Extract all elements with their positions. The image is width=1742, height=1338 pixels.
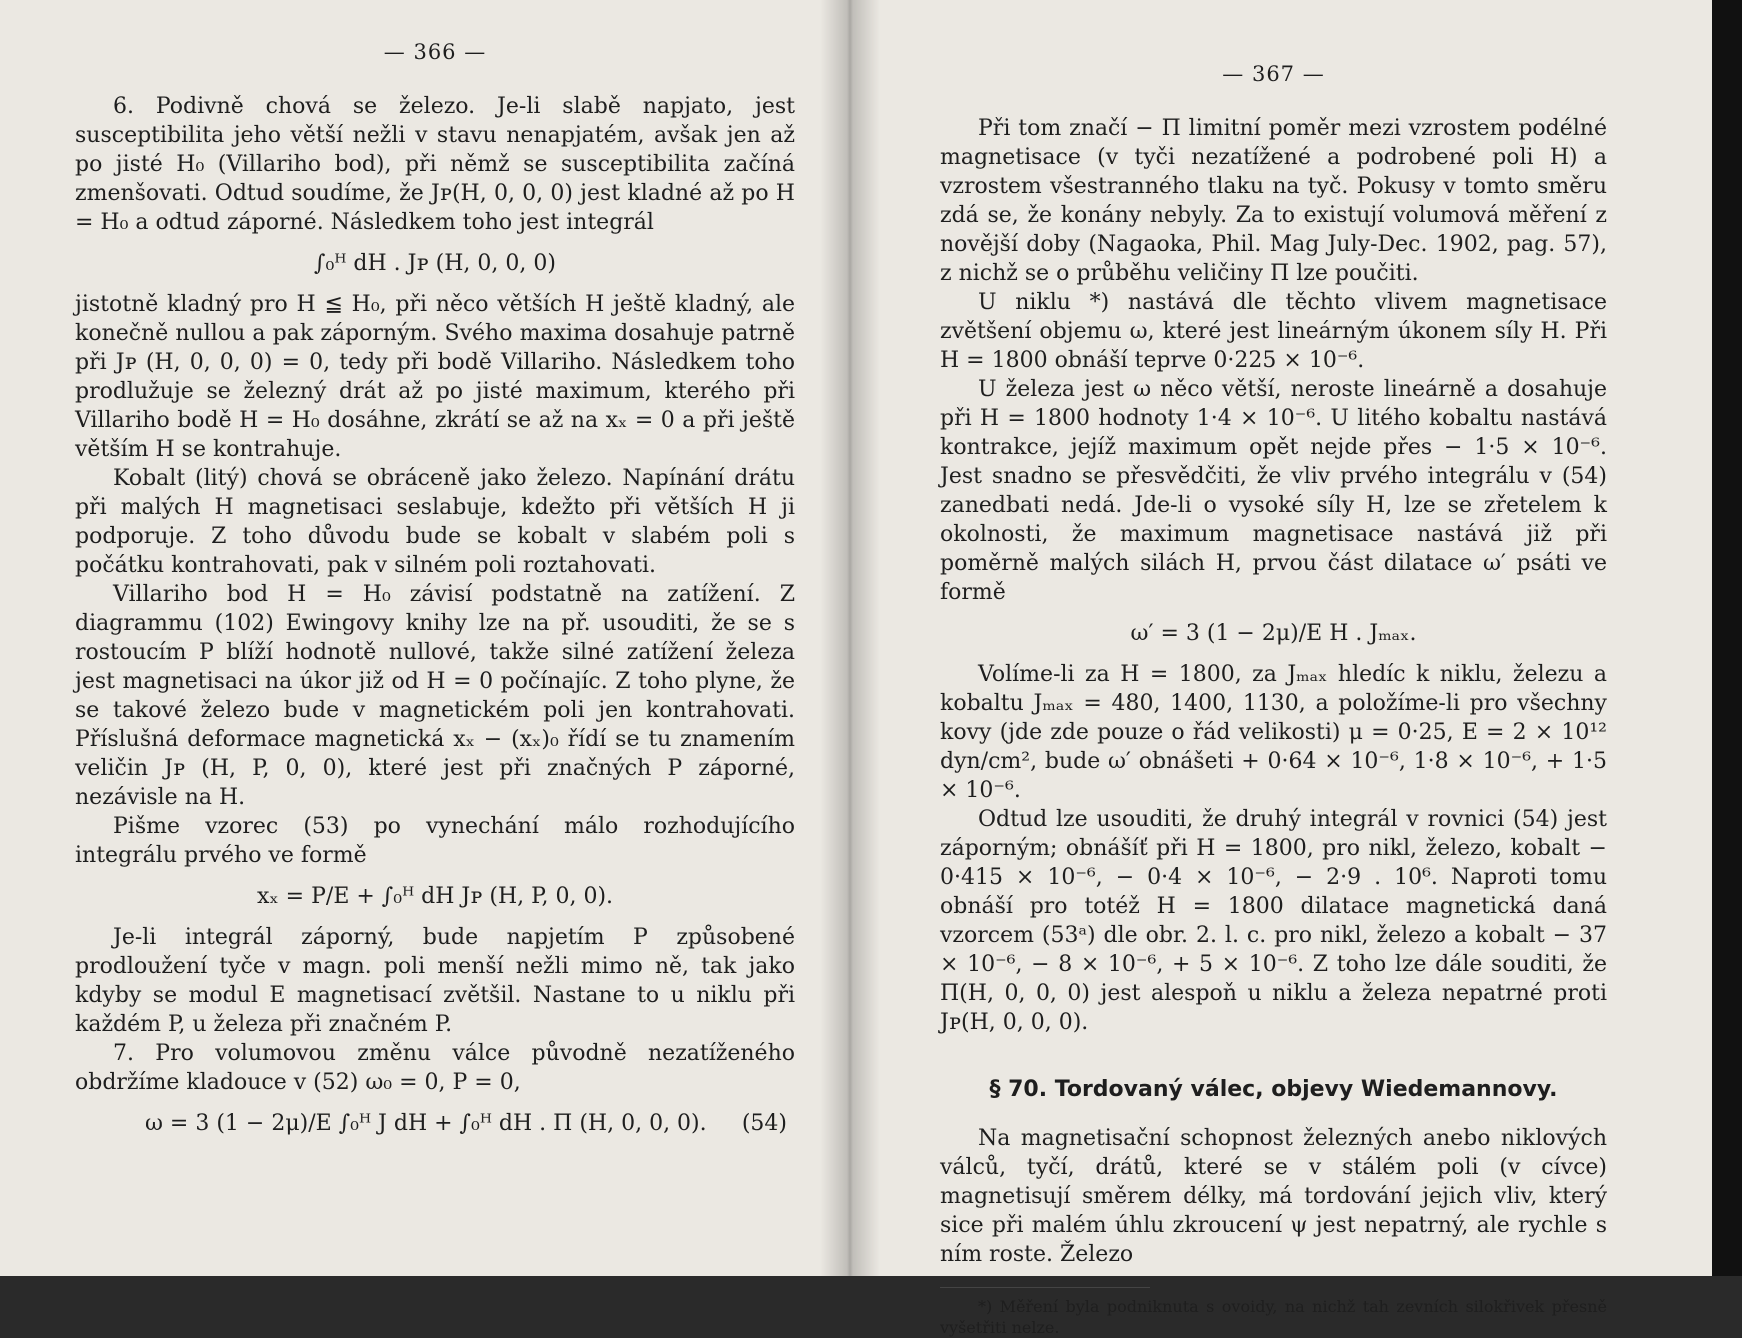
formula-dilatation: ω′ = 3 (1 − 2μ)/E H . Jₘₐₓ. xyxy=(1130,621,1417,646)
paragraph: 7. Pro volumovou změnu válce původně nezatíženého obdržíme kladouce v (52) ω₀ = 0, P = 0, xyxy=(75,1041,795,1095)
page-number-left: — 366 — xyxy=(383,40,487,64)
paragraph: Villariho bod H = H₀ závisí podstatně na zatížení. Z diagrammu (102) Ewingovy knihy lze na př. usouditi, že se s rostoucím P blíží hodnotě nullové, takže silné zatížení železa jest magnetisaci na úkor již od H = 0 počínajíc. Z toho plyne, že se takové železo bude v magnetickém poli jen kontrahovati. Příslušná deformace magnetická xₓ − (xₓ)₀ řídí se tu znamením veličin Jᴘ (H, P, 0, 0), které jest při značných P záporné, nezávisle na H. xyxy=(75,582,795,810)
formula-volume-row xyxy=(75,1111,795,1136)
footnote-rule xyxy=(940,1287,1150,1288)
paragraph: Pišme vzorec (53) po vynechání málo rozhodujícího integrálu prvého ve formě xyxy=(75,814,795,868)
paragraph: Při tom značí − Π limitní poměr mezi vzrostem podélné magnetisace (v tyči nezatížené a podrobené poli H) a vzrostem všestranného tlaku na tyč. Pokusy v tomto směru zdá se, že konány nebyly. Za to existují volumová měření z novější doby (Nagaoka, Phil. Mag July-Dec. 1902, pag. 57), z nichž se o průběhu veličiny Π lze poučiti. xyxy=(940,116,1607,286)
paragraph: U železa jest ω něco větší, neroste lineárně a dosahuje při H = 1800 hodnoty 1·4 × 10⁻⁶. U litého kobaltu nastává kontrakce, jejíž maximum opět nejde přes − 1·5 × 10⁻⁶. Jest snadno se přesvědčiti, že vliv prvého integrálu v (54) zanedbati nedá. Jde-li o vysoké síly H, lze se zřetelem k okolnosti, že maximum magnetisace nastává již při poměrně malých silách H, prvou část dilatace ω′ psáti ve formě xyxy=(940,377,1607,605)
formula-integral: ∫₀ᴴ dH . Jᴘ (H, 0, 0, 0) xyxy=(314,251,556,276)
paragraph: Volíme-li za H = 1800, za Jₘₐₓ hledíc k niklu, železu a kobaltu Jₘₐₓ = 480, 1400, 1130, a položíme-li pro všechny kovy (jde zde pouze o řád velikosti) μ = 0·25, E = 2 × 10¹² dyn/cm², bude ω′ obnášeti + 0·64 × 10⁻⁶, 1·8 × 10⁻⁶, + 1·5 × 10⁻⁶. xyxy=(940,662,1607,803)
left-page xyxy=(0,0,850,1276)
paragraph: jistotně kladný pro H ≦ H₀, při něco větších H ještě kladný, ale konečně nullou a pak záporným. Svého maxima dosahuje patrně při Jᴘ (H, 0, 0, 0) = 0, tedy při bodě Villariho. Následkem toho prodlužuje se železný drát až po jisté maximum, kterého při Villariho bodě H = H₀ dosáhne, zkrátí se až na xₓ = 0 a při ještě větším H se kontrahuje. xyxy=(75,292,795,462)
section-heading: § 70. Tordovaný válec, objevy Wiedemannovy. xyxy=(989,1077,1558,1102)
paragraph: Je-li integrál záporný, bude napjetím P způsobené prodloužení tyče v magn. poli menší nežli mimo ně, tak jako kdyby se modul E magnetisací zvětšil. Nastane to u niklu při každém P, u železa při značném P. xyxy=(75,925,795,1037)
paragraph: U niklu *) nastává dle těchto vlivem magnetisace zvětšení objemu ω, které jest lineárným úkonem síly H. Při H = 1800 obnáší teprve 0·225 × 10⁻⁶. xyxy=(940,290,1607,373)
formula-volume: ω = 3 (1 − 2μ)/E ∫₀ᴴ J dH + ∫₀ᴴ dH . Π (H, 0, 0, 0). xyxy=(145,1111,707,1136)
paragraph: Na magnetisační schopnost železných anebo niklových válců, tyčí, drátů, které se v stálém poli (v cívce) magnetisují směrem délky, má tordování jejich vliv, který sice při malém úhlu zkroucení ψ jest nepatrný, ale rychle s ním roste. Železo xyxy=(940,1126,1607,1267)
footnote: *) Měření byla podniknuta s ovoidy, na nichž tah zevních silokřivek přesně vyšetřiti nelze. xyxy=(940,1297,1607,1337)
right-page xyxy=(850,0,1742,1337)
scan-edge xyxy=(1712,0,1742,1276)
paragraph: Odtud lze usouditi, že druhý integrál v rovnici (54) jest záporným; obnášíť při H = 1800, pro nikl, železo, kobalt − 0·415 × 10⁻⁶, − 0·4 × 10⁻⁶, − 2·9 . 10⁶. Naproti tomu obnáší pro totéž H = 1800 dilatace magnetická daná vzorcem (53ᵃ) dle obr. 2. l. c. pro nikl, železo a kobalt − 37 × 10⁻⁶, − 8 × 10⁻⁶, + 5 × 10⁻⁶. Z toho lze dále souditi, že Π(H, 0, 0, 0) jest alespoň u niklu a železa nepatrné proti Jᴘ(H, 0, 0, 0). xyxy=(940,807,1607,1035)
formula-extension: xₓ = P/E + ∫₀ᴴ dH Jᴘ (H, P, 0, 0). xyxy=(256,884,614,909)
equation-number: (54) xyxy=(741,1111,787,1136)
paragraph: Kobalt (litý) chová se obráceně jako železo. Napínání drátu při malých H magnetisaci seslabuje, kdežto při větších H ji podporuje. Z toho důvodu bude se kobalt v slabém poli s počátku kontrahovati, pak v silném poli roztahovati. xyxy=(75,466,795,578)
page-number-right: — 367 — xyxy=(1222,62,1325,86)
paragraph: 6. Podivně chová se železo. Je-li slabě napjato, jest susceptibilita jeho větší nežli v stavu nenapjatém, avšak jen až po jisté H₀ (Villariho bod), při němž se susceptibilita začíná zmenšovati. Odtud soudíme, že Jᴘ(H, 0, 0, 0) jest kladné až po H = H₀ a odtud záporné. Následkem toho jest integrál xyxy=(75,94,795,235)
